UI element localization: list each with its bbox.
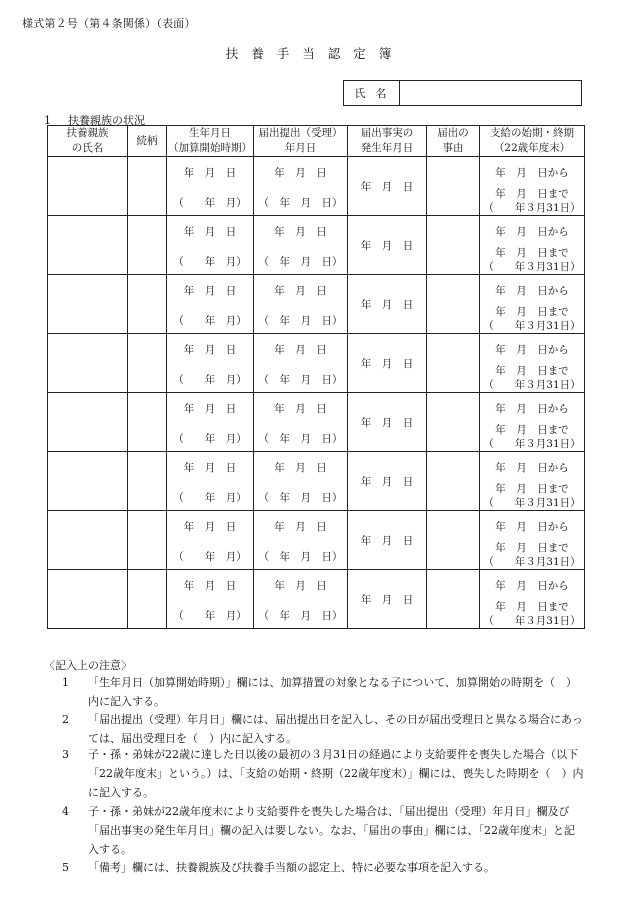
period-to-text: 年 月 日まで xyxy=(495,601,569,613)
period-from-text: 年 月 日から xyxy=(495,167,569,179)
payment-period-cell[interactable] xyxy=(480,570,585,629)
table-header-row xyxy=(48,126,585,157)
period-to-text: 年 月 日まで xyxy=(495,424,569,436)
payment-period-cell[interactable] xyxy=(480,216,585,275)
fact-date-text: 年 月 日 xyxy=(360,357,414,370)
receipt-date-text: （ 年 月 日） xyxy=(258,551,343,563)
note-item xyxy=(44,745,584,801)
note-number: 3 xyxy=(62,748,69,761)
period-from-text: 年 月 日から xyxy=(495,344,569,356)
receipt-date-text: （ 年 月 日） xyxy=(258,492,343,504)
birth-date-cell[interactable] xyxy=(167,334,254,393)
payment-period-cell[interactable] xyxy=(480,157,585,216)
column-header: 届出提出（受理） 年月日 xyxy=(254,126,348,157)
form-number: 様式第２号（第４条関係）（表面） xyxy=(22,17,196,30)
period-from-text: 年 月 日から xyxy=(495,521,569,533)
table-row xyxy=(48,275,585,334)
birth-date-text: 年 月 日 xyxy=(183,580,237,592)
period-from-text: 年 月 日から xyxy=(495,462,569,474)
fact-date-text: 年 月 日 xyxy=(360,534,414,547)
period-from-text: 年 月 日から xyxy=(495,285,569,297)
table-row xyxy=(48,157,585,216)
receipt-date-text: （ 年 月 日） xyxy=(258,256,343,268)
addition-start-text: （ 年 月） xyxy=(173,610,247,622)
relationship-cell[interactable] xyxy=(128,157,167,216)
submission-date-cell[interactable] xyxy=(254,157,348,216)
period-to-text: 年 月 日まで xyxy=(495,306,569,318)
fact-date-cell[interactable] xyxy=(348,570,427,629)
submission-date-text: 年 月 日 xyxy=(274,580,327,592)
reason-cell[interactable] xyxy=(427,452,480,511)
addition-start-text: （ 年 月） xyxy=(173,256,247,268)
birth-date-text: 年 月 日 xyxy=(183,167,237,179)
relationship-cell[interactable] xyxy=(128,334,167,393)
birth-date-cell[interactable] xyxy=(167,275,254,334)
birth-date-cell[interactable] xyxy=(167,216,254,275)
fact-date-cell[interactable] xyxy=(348,216,427,275)
relationship-cell[interactable] xyxy=(128,452,167,511)
submission-date-text: 年 月 日 xyxy=(274,462,327,474)
column-header: 扶養親族 の氏名 xyxy=(48,126,128,157)
note-text: 子・孫・弟妹が22歳に達した日以後の最初の３月31日の経過により支給要件を喪失した場合（以下「22歳年度末」という。）は、「支給の始期・終期（22歳年度末）」欄には、喪失した時期を（ ）内に記入する。 xyxy=(88,748,584,799)
submission-date-cell[interactable] xyxy=(254,452,348,511)
fiscal-year-end-text: （ 年３月31日） xyxy=(483,202,581,214)
fiscal-year-end-text: （ 年３月31日） xyxy=(483,556,581,568)
dependent-name-cell[interactable] xyxy=(48,216,128,275)
period-from-text: 年 月 日から xyxy=(495,580,569,592)
addition-start-text: （ 年 月） xyxy=(173,492,247,504)
reason-cell[interactable] xyxy=(427,570,480,629)
fact-date-cell[interactable] xyxy=(348,393,427,452)
relationship-cell[interactable] xyxy=(128,393,167,452)
payment-period-cell[interactable] xyxy=(480,393,585,452)
fiscal-year-end-text: （ 年３月31日） xyxy=(483,438,581,450)
fact-date-cell[interactable] xyxy=(348,452,427,511)
addition-start-text: （ 年 月） xyxy=(173,315,247,327)
name-input[interactable] xyxy=(400,81,581,105)
period-from-text: 年 月 日から xyxy=(495,403,569,415)
birth-date-text: 年 月 日 xyxy=(183,403,237,415)
column-header: 続柄 xyxy=(128,126,167,157)
notes-title: 〈記入上の注意〉 xyxy=(44,659,132,672)
payment-period-cell[interactable] xyxy=(480,452,585,511)
note-number: 5 xyxy=(62,861,69,874)
table-row xyxy=(48,334,585,393)
payment-period-cell[interactable] xyxy=(480,275,585,334)
submission-date-cell[interactable] xyxy=(254,511,348,570)
note-text: 「届出提出（受理）年月日」欄には、届出提出日を記入し、その日が届出受理日と異なる場合にあっては、届出受理日を（ ）内に記入する。 xyxy=(88,713,583,745)
note-item xyxy=(44,673,584,711)
fiscal-year-end-text: （ 年３月31日） xyxy=(483,497,581,509)
fiscal-year-end-text: （ 年３月31日） xyxy=(483,320,581,332)
period-to-text: 年 月 日まで xyxy=(495,247,569,259)
column-header: 生年月日 （加算開始時期） xyxy=(167,126,254,157)
note-item xyxy=(44,858,584,878)
payment-period-cell[interactable] xyxy=(480,334,585,393)
fact-date-cell[interactable] xyxy=(348,511,427,570)
dependents-table xyxy=(47,125,585,629)
dependent-name-cell[interactable] xyxy=(48,511,128,570)
relationship-cell[interactable] xyxy=(128,570,167,629)
birth-date-cell[interactable] xyxy=(167,452,254,511)
dependent-name-cell[interactable] xyxy=(48,157,128,216)
birth-date-cell[interactable] xyxy=(167,511,254,570)
addition-start-text: （ 年 月） xyxy=(173,433,247,445)
table-body xyxy=(48,157,585,629)
submission-date-text: 年 月 日 xyxy=(274,403,327,415)
fact-date-cell[interactable] xyxy=(348,157,427,216)
relationship-cell[interactable] xyxy=(128,216,167,275)
fact-date-text: 年 月 日 xyxy=(360,239,414,252)
submission-date-text: 年 月 日 xyxy=(274,226,327,238)
receipt-date-text: （ 年 月 日） xyxy=(258,374,343,386)
submission-date-cell[interactable] xyxy=(254,334,348,393)
section-title: 扶養親族の状況 xyxy=(68,114,145,127)
birth-date-cell[interactable] xyxy=(167,570,254,629)
submission-date-text: 年 月 日 xyxy=(274,285,327,297)
addition-start-text: （ 年 月） xyxy=(173,374,247,386)
relationship-cell[interactable] xyxy=(128,511,167,570)
fact-date-text: 年 月 日 xyxy=(360,298,414,311)
fact-date-cell[interactable] xyxy=(348,275,427,334)
period-to-text: 年 月 日まで xyxy=(495,483,569,495)
birth-date-text: 年 月 日 xyxy=(183,226,237,238)
note-item xyxy=(44,710,584,746)
name-label: 氏名 xyxy=(344,81,400,105)
fiscal-year-end-text: （ 年３月31日） xyxy=(483,261,581,273)
birth-date-cell[interactable] xyxy=(167,157,254,216)
submission-date-cell[interactable] xyxy=(254,216,348,275)
submission-date-text: 年 月 日 xyxy=(274,521,327,533)
dependent-name-cell[interactable] xyxy=(48,570,128,629)
note-text: 「備考」欄には、扶養親族及び扶養手当額の認定上、特に必要な事項を記入する。 xyxy=(88,861,495,874)
section-number: 1 xyxy=(44,114,51,127)
reason-cell[interactable] xyxy=(427,511,480,570)
period-from-text: 年 月 日から xyxy=(495,226,569,238)
note-number: 2 xyxy=(62,713,69,726)
note-text: 「生年月日（加算開始時期）」欄には、加算措置の対象となる子について、加算開始の時期を（ ）内に記入する。 xyxy=(88,676,578,708)
column-header: 届出の 事由 xyxy=(427,126,480,157)
name-box xyxy=(343,80,582,106)
submission-date-cell[interactable] xyxy=(254,570,348,629)
table-row xyxy=(48,216,585,275)
table-row xyxy=(48,452,585,511)
submission-date-text: 年 月 日 xyxy=(274,344,327,356)
fiscal-year-end-text: （ 年３月31日） xyxy=(483,615,581,627)
dependent-name-cell[interactable] xyxy=(48,452,128,511)
receipt-date-text: （ 年 月 日） xyxy=(258,610,343,622)
reason-cell[interactable] xyxy=(427,334,480,393)
birth-date-cell[interactable] xyxy=(167,393,254,452)
period-to-text: 年 月 日まで xyxy=(495,365,569,377)
receipt-date-text: （ 年 月 日） xyxy=(258,433,343,445)
submission-date-cell[interactable] xyxy=(254,275,348,334)
birth-date-text: 年 月 日 xyxy=(183,344,237,356)
period-to-text: 年 月 日まで xyxy=(495,188,569,200)
relationship-cell[interactable] xyxy=(128,275,167,334)
dependent-name-cell[interactable] xyxy=(48,275,128,334)
table-row xyxy=(48,511,585,570)
period-to-text: 年 月 日まで xyxy=(495,542,569,554)
fact-date-text: 年 月 日 xyxy=(360,180,414,193)
reason-cell[interactable] xyxy=(427,216,480,275)
column-header: 届出事実の 発生年月日 xyxy=(348,126,427,157)
note-number: 1 xyxy=(62,676,69,689)
receipt-date-text: （ 年 月 日） xyxy=(258,315,343,327)
page-title: 扶養手当認定簿 xyxy=(225,46,405,61)
fact-date-text: 年 月 日 xyxy=(360,475,414,488)
payment-period-cell[interactable] xyxy=(480,511,585,570)
reason-cell[interactable] xyxy=(427,157,480,216)
note-text: 子・孫・弟妹が22歳年度末により支給要件を喪失した場合は、「届出提出（受理）年月日」欄及び「届出事実の発生年月日」欄の記入は要しない。なお、「届出の事由」欄には、「22歳年度末」と記入する。 xyxy=(88,805,575,856)
note-item xyxy=(44,802,584,858)
submission-date-cell[interactable] xyxy=(254,393,348,452)
addition-start-text: （ 年 月） xyxy=(173,551,247,563)
dependent-name-cell[interactable] xyxy=(48,334,128,393)
submission-date-text: 年 月 日 xyxy=(274,167,327,179)
table-row xyxy=(48,570,585,629)
dependent-name-cell[interactable] xyxy=(48,393,128,452)
reason-cell[interactable] xyxy=(427,393,480,452)
fact-date-text: 年 月 日 xyxy=(360,593,414,606)
note-number: 4 xyxy=(62,805,69,818)
table-row xyxy=(48,393,585,452)
reason-cell[interactable] xyxy=(427,275,480,334)
fact-date-text: 年 月 日 xyxy=(360,416,414,429)
fiscal-year-end-text: （ 年３月31日） xyxy=(483,379,581,391)
birth-date-text: 年 月 日 xyxy=(183,521,237,533)
receipt-date-text: （ 年 月 日） xyxy=(258,197,343,209)
column-header: 支給の始期・終期 （22歳年度末） xyxy=(480,126,585,157)
birth-date-text: 年 月 日 xyxy=(183,285,237,297)
birth-date-text: 年 月 日 xyxy=(183,462,237,474)
fact-date-cell[interactable] xyxy=(348,334,427,393)
addition-start-text: （ 年 月） xyxy=(173,197,247,209)
